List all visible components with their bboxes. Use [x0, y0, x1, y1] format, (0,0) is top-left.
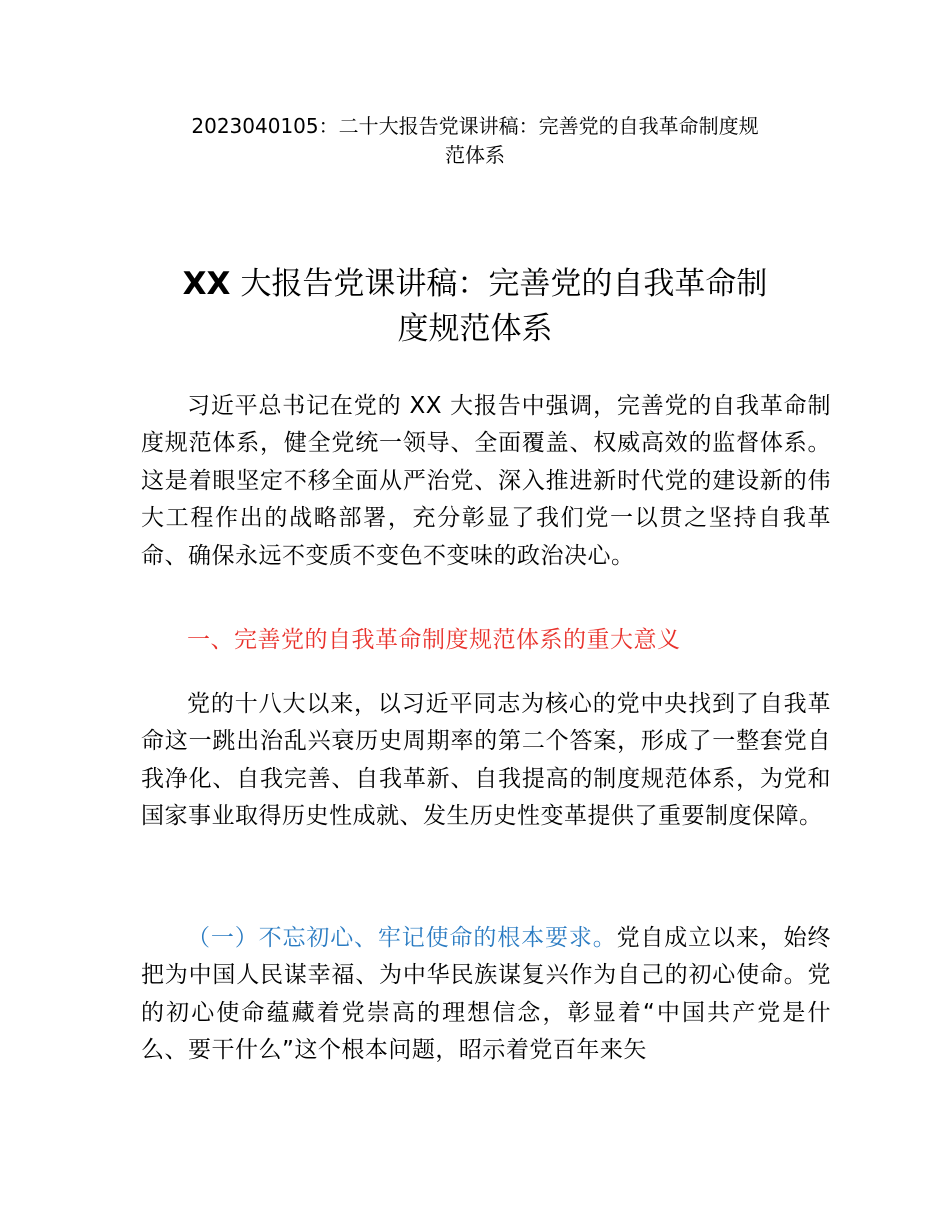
document-header	[110, 112, 840, 170]
title-line-1-rest: 大报告党课讲稿：完善党的自我革命制	[230, 266, 768, 302]
paragraph-3	[141, 920, 831, 1070]
paragraph-2: 党的十八大以来，以习近平同志为核心的党中央找到了自我革命这一跳出治乱兴衰历史周期率的第二个答案，形成了一整套党自我净化、自我完善、自我革新、自我提高的制度规范体系，为党和国家事业取得历史性成就、发生历史性变革提供了重要制度保障。	[141, 691, 831, 830]
subheading-1-body: 党自成立以来，始终把为中国人民谋幸福、为中华民族谋复兴作为自己的初心使命。党的初心使命蕴藏着党崇高的理想信念，彰显着“中国共产党是什么、要干什么”这个根本问题，昭示着党百年来矢	[141, 925, 832, 1064]
header-line-1: 2023040105：二十大报告党课讲稿：完善党的自我革命制度规	[191, 114, 759, 138]
paragraph-intro: 习近平总书记在党的 XX 大报告中强调，完善党的自我革命制度规范体系，健全党统一领导、全面覆盖、权威高效的监督体系。这是着眼坚定不移全面从严治党、深入推进新时代党的建设新的伟大工程作出的战略部署，充分彰显了我们党一以贯之坚持自我革命、确保永远不变质不变色不变味的政治决心。	[141, 393, 831, 569]
title-line-2: 度规范体系	[397, 311, 553, 347]
subheading-1: （一）不忘初心、牢记使命的根本要求。	[187, 925, 617, 951]
page-title	[110, 262, 840, 352]
title-line-1	[110, 262, 840, 307]
title-xx: XX	[182, 266, 231, 302]
header-line-2: 范体系	[445, 143, 505, 167]
section-heading-1: 一、完善党的自我革命制度规范体系的重大意义	[187, 627, 681, 653]
